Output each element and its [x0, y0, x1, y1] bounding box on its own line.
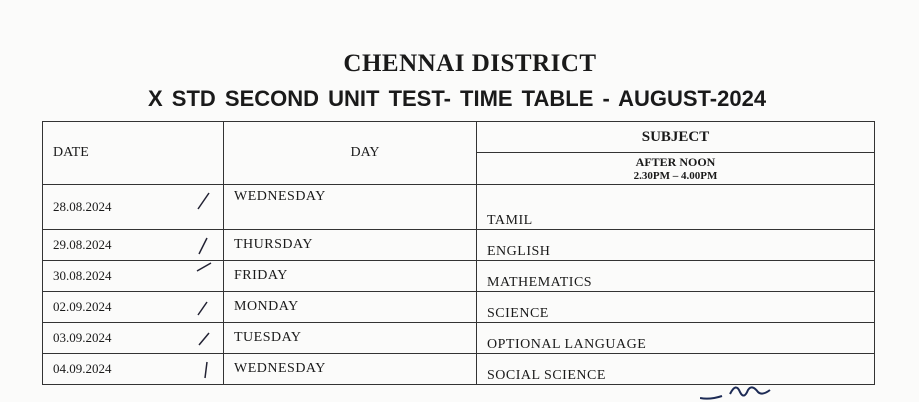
- day-cell: WEDNESDAY: [224, 185, 477, 230]
- handwritten-tick-icon: [195, 329, 213, 349]
- table-row: [43, 185, 875, 230]
- table-row: [43, 323, 875, 354]
- table-row: [43, 261, 875, 292]
- session-header: [477, 153, 875, 185]
- handwritten-tick-icon: [195, 298, 213, 318]
- handwritten-tick-icon: [195, 257, 213, 277]
- subject-cell: TAMIL: [477, 185, 875, 230]
- session-time: 2.30PM – 4.00PM: [633, 169, 718, 182]
- day-header: DAY: [224, 122, 477, 185]
- date-cell: [43, 261, 224, 292]
- table-row: [43, 230, 875, 261]
- handwritten-tick-icon: [195, 360, 213, 380]
- date-cell: [43, 230, 224, 261]
- handwritten-tick-icon: [195, 236, 213, 256]
- subject-cell: SOCIAL SCIENCE: [477, 354, 875, 385]
- date-header: DATE: [43, 122, 224, 185]
- handwritten-tick-icon: [195, 191, 213, 211]
- date-text: 03.09.2024: [53, 330, 112, 345]
- subject-cell: SCIENCE: [477, 292, 875, 323]
- date-text: 28.08.2024: [53, 199, 112, 214]
- date-text: 30.08.2024: [53, 268, 112, 283]
- subject-cell: ENGLISH: [477, 230, 875, 261]
- date-text: 29.08.2024: [53, 237, 112, 252]
- date-cell: [43, 323, 224, 354]
- day-cell: MONDAY: [224, 292, 477, 323]
- table-row: [43, 292, 875, 323]
- district-title: CHENNAI DISTRICT: [343, 50, 597, 77]
- handwritten-signature: [700, 378, 780, 402]
- timetable-title: X STD SECOND UNIT TEST- TIME TABLE - AUGUST-2024: [148, 86, 767, 111]
- date-cell: [43, 354, 224, 385]
- day-cell: THURSDAY: [224, 230, 477, 261]
- timetable: [42, 121, 875, 385]
- subject-cell: OPTIONAL LANGUAGE: [477, 323, 875, 354]
- day-cell: WEDNESDAY: [224, 354, 477, 385]
- subject-header: SUBJECT: [477, 122, 875, 153]
- subject-cell: MATHEMATICS: [477, 261, 875, 292]
- day-cell: TUESDAY: [224, 323, 477, 354]
- date-text: 04.09.2024: [53, 361, 112, 376]
- date-cell: [43, 185, 224, 230]
- header-row: [43, 122, 875, 153]
- date-text: 02.09.2024: [53, 299, 112, 314]
- date-cell: [43, 292, 224, 323]
- day-cell: FRIDAY: [224, 261, 477, 292]
- session-label: AFTER NOON: [635, 154, 716, 169]
